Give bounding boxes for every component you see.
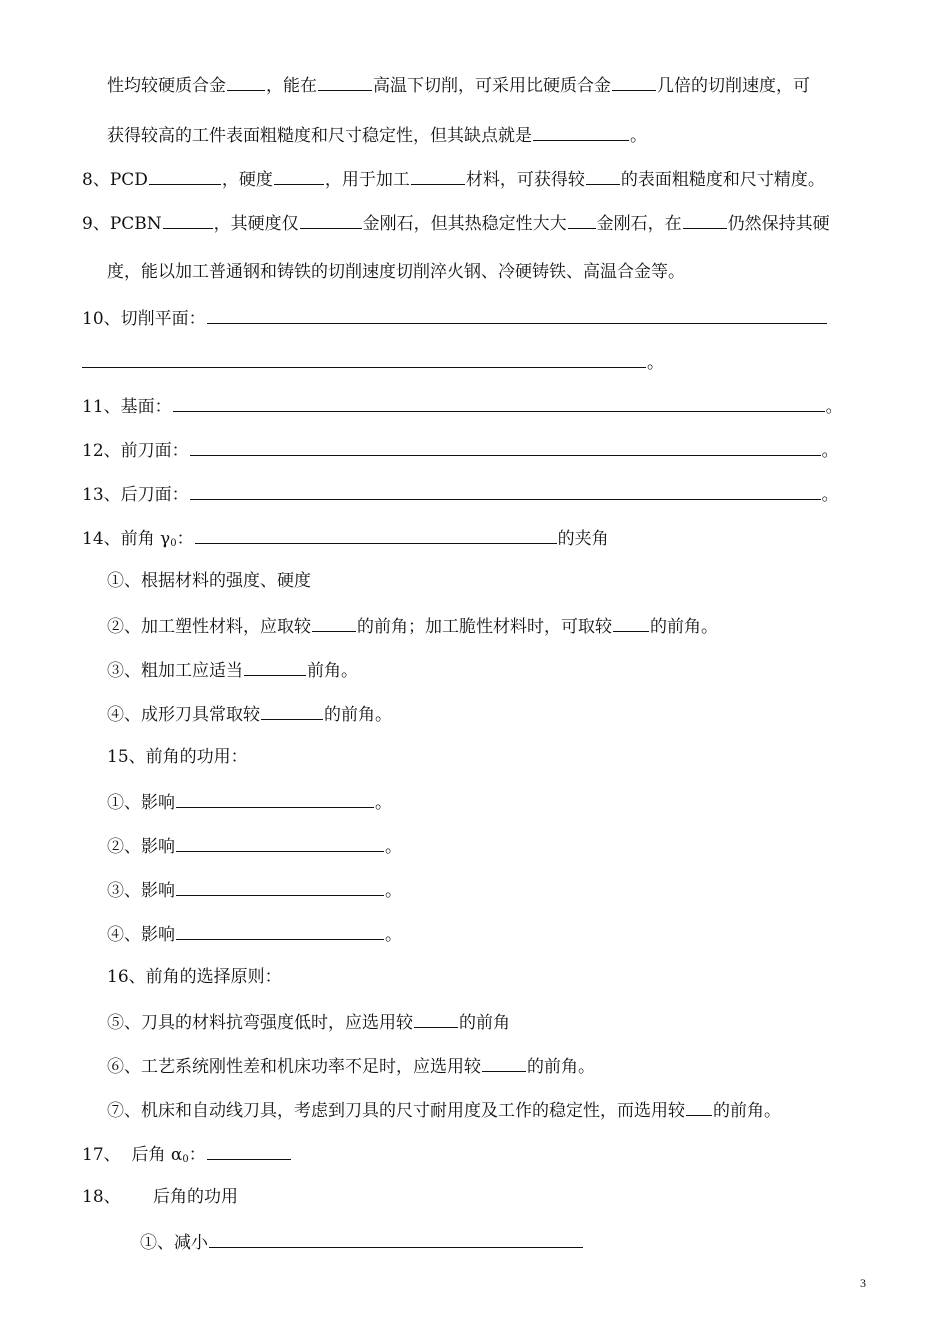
answer-blank[interactable]	[586, 166, 620, 185]
answer-blank[interactable]	[312, 613, 356, 632]
answer-blank[interactable]	[244, 657, 306, 676]
q14-item-4: ④、成形刀具常取较 的前角。	[107, 701, 392, 727]
answer-blank[interactable]	[190, 437, 821, 456]
q9-line2: 度，能以加工普通钢和铸铁的切削速度切削淬火钢、冷硬铸铁、高温合金等。	[107, 262, 685, 282]
q13-line: 13、后刀面： 。	[82, 481, 839, 507]
answer-blank[interactable]	[176, 833, 384, 852]
q8-line: 8、PCD ，硬度 ，用于加工 材料，可获得较 的表面粗糙度和尺寸精度。	[82, 166, 825, 192]
q15-item-1: ①、影响 。	[107, 789, 392, 815]
answer-blank[interactable]	[683, 210, 727, 229]
answer-blank[interactable]	[227, 72, 265, 91]
answer-blank[interactable]	[568, 210, 596, 229]
q14-item-3: ③、粗加工应适当 前角。	[107, 657, 358, 683]
answer-blank[interactable]	[613, 613, 649, 632]
answer-blank[interactable]	[190, 481, 821, 500]
answer-blank[interactable]	[318, 72, 372, 91]
page-number: 3	[860, 1276, 866, 1290]
q15-item-3: ③、影响 。	[107, 877, 402, 903]
q16-item-3: ⑦、机床和自动线刀具，考虑到刀具的尺寸耐用度及工作的稳定性，而选用较 的前角。	[107, 1097, 781, 1123]
answer-blank[interactable]	[209, 1229, 583, 1248]
q16-item-1: ⑤、刀具的材料抗弯强度低时，应选用较 的前角	[107, 1009, 510, 1035]
answer-blank[interactable]	[207, 1141, 291, 1160]
answer-blank[interactable]	[173, 393, 825, 412]
answer-blank[interactable]	[176, 921, 384, 940]
answer-blank[interactable]	[176, 877, 384, 896]
q12-line: 12、前刀面： 。	[82, 437, 839, 463]
answer-blank[interactable]	[414, 1009, 458, 1028]
answer-blank[interactable]	[686, 1097, 712, 1116]
answer-blank[interactable]	[411, 166, 465, 185]
q16-title: 16、前角的选择原则：	[107, 967, 282, 987]
q15-title: 15、前角的功用：	[107, 747, 248, 767]
answer-blank[interactable]	[195, 525, 557, 544]
q7-line2: 获得较高的工件表面粗糙度和尺寸稳定性，但其缺点就是 。	[107, 122, 647, 148]
q18-item-1: ①、减小	[140, 1229, 584, 1255]
answer-blank[interactable]	[82, 349, 646, 368]
answer-blank[interactable]	[176, 789, 374, 808]
q10-line1: 10、切削平面：	[82, 305, 828, 331]
q14-line: 14、前角 $\gamma_0$： 的夹角	[82, 525, 609, 556]
q9-line1: 9、PCBN ，其硬度仅 金刚石，但其热稳定性大大 金刚石，在 仍然保持其硬	[82, 210, 830, 236]
q10-line2: 。	[82, 349, 664, 375]
answer-blank[interactable]	[533, 122, 629, 141]
q17-line: 17、 后角 $\alpha_0$：	[82, 1141, 292, 1172]
answer-blank[interactable]	[163, 210, 213, 229]
q15-item-4: ④、影响 。	[107, 921, 402, 947]
q11-line: 11、基面： 。	[82, 393, 843, 419]
answer-blank[interactable]	[274, 166, 324, 185]
answer-blank[interactable]	[149, 166, 221, 185]
answer-blank[interactable]	[300, 210, 362, 229]
q14-item-1: ①、根据材料的强度、硬度	[107, 571, 311, 591]
q7-line1: 性均较硬质合金 ，能在 高温下切削，可采用比硬质合金 几倍的切削速度，可	[107, 72, 810, 98]
q18-title: 18、 后角的功用	[82, 1187, 239, 1207]
q14-item-2: ②、加工塑性材料，应取较 的前角；加工脆性材料时，可取较 的前角。	[107, 613, 718, 639]
q16-item-2: ⑥、工艺系统刚性差和机床功率不足时，应选用较 的前角。	[107, 1053, 595, 1079]
q15-item-2: ②、影响 。	[107, 833, 402, 859]
answer-blank[interactable]	[261, 701, 323, 720]
answer-blank[interactable]	[482, 1053, 526, 1072]
answer-blank[interactable]	[207, 305, 827, 324]
answer-blank[interactable]	[612, 72, 656, 91]
